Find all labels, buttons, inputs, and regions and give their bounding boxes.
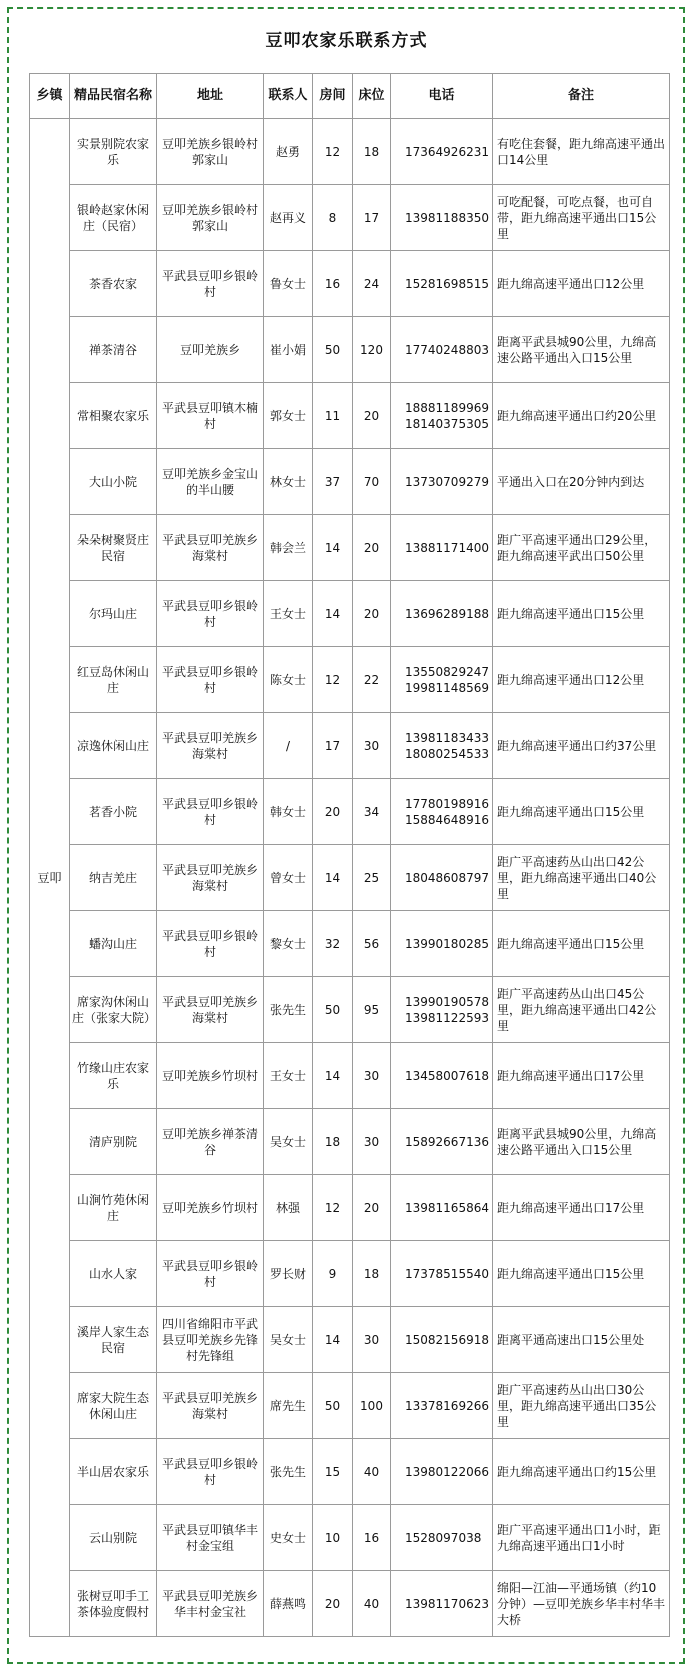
cell-phone: 15892667136	[391, 1109, 493, 1175]
table-row	[30, 317, 670, 383]
cell-address: 平武县豆叩乡银岭村	[157, 911, 264, 977]
cell-contact: 张先生	[264, 1439, 313, 1505]
cell-name: 张树豆叩手工茶体验度假村	[70, 1571, 157, 1637]
cell-rooms: 20	[313, 779, 353, 845]
table-row	[30, 1109, 670, 1175]
cell-phone: 15082156918	[391, 1307, 493, 1373]
cell-address: 平武县豆叩乡银岭村	[157, 779, 264, 845]
cell-contact: 林女士	[264, 449, 313, 515]
cell-phone: 17740248803	[391, 317, 493, 383]
cell-contact: 崔小娟	[264, 317, 313, 383]
table-row	[30, 251, 670, 317]
table-row	[30, 1307, 670, 1373]
header-beds: 床位	[353, 74, 391, 119]
cell-note: 距九绵高速平通出口约15公里	[493, 1439, 670, 1505]
cell-beds: 20	[353, 1175, 391, 1241]
cell-beds: 30	[353, 1043, 391, 1109]
cell-contact: 陈女士	[264, 647, 313, 713]
cell-note: 距九绵高速平通出口15公里	[493, 911, 670, 977]
cell-address: 平武县豆叩羌族乡华丰村金宝社	[157, 1571, 264, 1637]
cell-note: 平通出入口在20分钟内到达	[493, 449, 670, 515]
cell-beds: 30	[353, 1109, 391, 1175]
header-note: 备注	[493, 74, 670, 119]
cell-address: 平武县豆叩羌族乡海棠村	[157, 1373, 264, 1439]
cell-beds: 70	[353, 449, 391, 515]
cell-address: 豆叩羌族乡禅茶清谷	[157, 1109, 264, 1175]
cell-phone: 17378515540	[391, 1241, 493, 1307]
header-row	[30, 74, 670, 119]
cell-phone: 13730709279	[391, 449, 493, 515]
cell-name: 尔玛山庄	[70, 581, 157, 647]
table-row	[30, 1505, 670, 1571]
cell-note: 距广平高速药丛山出口45公里，距九绵高速平通出口42公里	[493, 977, 670, 1043]
cell-contact: 赵再义	[264, 185, 313, 251]
cell-name: 席家大院生态休闲山庄	[70, 1373, 157, 1439]
cell-note: 有吃住套餐，距九绵高速平通出口14公里	[493, 119, 670, 185]
cell-address: 豆叩羌族乡金宝山的半山腰	[157, 449, 264, 515]
table-row	[30, 449, 670, 515]
cell-contact: 曾女士	[264, 845, 313, 911]
cell-note: 距离平通高速出口15公里处	[493, 1307, 670, 1373]
cell-name: 竹缘山庄农家乐	[70, 1043, 157, 1109]
table-row	[30, 1175, 670, 1241]
cell-contact: 席先生	[264, 1373, 313, 1439]
cell-name: 凉逸休闲山庄	[70, 713, 157, 779]
cell-address: 豆叩羌族乡竹坝村	[157, 1175, 264, 1241]
cell-phone: 18881189969 18140375305	[391, 383, 493, 449]
cell-name: 常相聚农家乐	[70, 383, 157, 449]
cell-name: 云山别院	[70, 1505, 157, 1571]
cell-name: 清庐别院	[70, 1109, 157, 1175]
cell-beds: 22	[353, 647, 391, 713]
cell-note: 可吃配餐，可吃点餐，也可自带，距九绵高速平通出口15公里	[493, 185, 670, 251]
cell-rooms: 14	[313, 1307, 353, 1373]
cell-rooms: 18	[313, 1109, 353, 1175]
cell-rooms: 14	[313, 1043, 353, 1109]
cell-phone: 13990190578 13981122593	[391, 977, 493, 1043]
cell-beds: 24	[353, 251, 391, 317]
cell-note: 距广平高速药丛山出口42公里，距九绵高速平通出口40公里	[493, 845, 670, 911]
table-row	[30, 1439, 670, 1505]
cell-contact: 张先生	[264, 977, 313, 1043]
cell-contact: 鲁女士	[264, 251, 313, 317]
cell-address: 平武县豆叩乡银岭村	[157, 647, 264, 713]
cell-note: 距广平高速药丛山出口30公里，距九绵高速平通出口35公里	[493, 1373, 670, 1439]
cell-note: 距九绵高速平通出口17公里	[493, 1043, 670, 1109]
cell-name: 山水人家	[70, 1241, 157, 1307]
header-rooms: 房间	[313, 74, 353, 119]
cell-name: 蟠沟山庄	[70, 911, 157, 977]
cell-beds: 34	[353, 779, 391, 845]
cell-name: 朵朵树聚贤庄民宿	[70, 515, 157, 581]
cell-name: 山涧竹苑休闲庄	[70, 1175, 157, 1241]
table-row	[30, 977, 670, 1043]
table-row	[30, 119, 670, 185]
cell-address: 平武县豆叩羌族乡海棠村	[157, 713, 264, 779]
cell-beds: 30	[353, 713, 391, 779]
cell-address: 平武县豆叩镇华丰村金宝组	[157, 1505, 264, 1571]
cell-rooms: 9	[313, 1241, 353, 1307]
cell-phone: 13981188350	[391, 185, 493, 251]
cell-note: 距九绵高速平通出口约37公里	[493, 713, 670, 779]
table-row	[30, 1571, 670, 1637]
cell-name: 实景别院农家乐	[70, 119, 157, 185]
header-phone: 电话	[391, 74, 493, 119]
cell-address: 平武县豆叩羌族乡海棠村	[157, 845, 264, 911]
cell-note: 距九绵高速平通出口12公里	[493, 251, 670, 317]
cell-rooms: 12	[313, 119, 353, 185]
cell-name: 禅茶清谷	[70, 317, 157, 383]
cell-beds: 40	[353, 1571, 391, 1637]
cell-name: 茗香小院	[70, 779, 157, 845]
cell-phone: 13550829247 19981148569	[391, 647, 493, 713]
table-row	[30, 1373, 670, 1439]
cell-beds: 17	[353, 185, 391, 251]
cell-phone: 13696289188	[391, 581, 493, 647]
table-row	[30, 845, 670, 911]
cell-note: 距离平武县城90公里，九绵高速公路平通出入口15公里	[493, 1109, 670, 1175]
cell-rooms: 16	[313, 251, 353, 317]
cell-beds: 20	[353, 581, 391, 647]
cell-address: 平武县豆叩乡银岭村	[157, 581, 264, 647]
page-title: 豆叩农家乐联系方式	[265, 31, 428, 51]
cell-address: 豆叩羌族乡竹坝村	[157, 1043, 264, 1109]
cell-name: 纳吉羌庄	[70, 845, 157, 911]
cell-beds: 120	[353, 317, 391, 383]
table-row	[30, 383, 670, 449]
cell-beds: 25	[353, 845, 391, 911]
cell-name: 茶香农家	[70, 251, 157, 317]
cell-rooms: 14	[313, 515, 353, 581]
cell-address: 四川省绵阳市平武县豆叩羌族乡先锋村先锋组	[157, 1307, 264, 1373]
cell-note: 距九绵高速平通出口12公里	[493, 647, 670, 713]
cell-phone: 13981165864	[391, 1175, 493, 1241]
table-body	[30, 119, 670, 1637]
table-row	[30, 647, 670, 713]
header-name: 精品民宿名称	[70, 74, 157, 119]
cell-phone: 15281698515	[391, 251, 493, 317]
cell-rooms: 12	[313, 647, 353, 713]
cell-note: 距离平武县城90公里，九绵高速公路平通出入口15公里	[493, 317, 670, 383]
cell-rooms: 50	[313, 1373, 353, 1439]
cell-rooms: 14	[313, 845, 353, 911]
cell-rooms: 20	[313, 1571, 353, 1637]
cell-beds: 20	[353, 383, 391, 449]
cell-address: 豆叩羌族乡	[157, 317, 264, 383]
cell-rooms: 12	[313, 1175, 353, 1241]
cell-note: 距广平高速平通出口1小时，距九绵高速平通出口1小时	[493, 1505, 670, 1571]
cell-contact: 赵勇	[264, 119, 313, 185]
cell-address: 平武县豆叩镇木楠村	[157, 383, 264, 449]
cell-rooms: 37	[313, 449, 353, 515]
cell-address: 平武县豆叩羌族乡海棠村	[157, 977, 264, 1043]
table-row	[30, 1241, 670, 1307]
cell-contact: 史女士	[264, 1505, 313, 1571]
table-row	[30, 185, 670, 251]
cell-phone: 13980122066	[391, 1439, 493, 1505]
cell-phone: 13990180285	[391, 911, 493, 977]
cell-name: 红豆岛休闲山庄	[70, 647, 157, 713]
cell-address: 平武县豆叩乡银岭村	[157, 251, 264, 317]
header-contact: 联系人	[264, 74, 313, 119]
cell-rooms: 50	[313, 977, 353, 1043]
cell-contact: 黎女士	[264, 911, 313, 977]
cell-contact: 吴女士	[264, 1307, 313, 1373]
cell-phone: 17780198916 15884648916	[391, 779, 493, 845]
cell-beds: 18	[353, 1241, 391, 1307]
cell-name: 银岭赵家休闲庄（民宿）	[70, 185, 157, 251]
cell-note: 绵阳—江油—平通场镇（约10分钟）—豆叩羌族乡华丰村华丰大桥	[493, 1571, 670, 1637]
table-row	[30, 581, 670, 647]
cell-address: 平武县豆叩乡银岭村	[157, 1439, 264, 1505]
cell-beds: 30	[353, 1307, 391, 1373]
cell-phone: 13881171400	[391, 515, 493, 581]
cell-note: 距九绵高速平通出口约20公里	[493, 383, 670, 449]
cell-contact: 林强	[264, 1175, 313, 1241]
cell-contact: 王女士	[264, 581, 313, 647]
cell-name: 席家沟休闲山庄（张家大院）	[70, 977, 157, 1043]
cell-beds: 100	[353, 1373, 391, 1439]
cell-contact: 王女士	[264, 1043, 313, 1109]
cell-beds: 18	[353, 119, 391, 185]
cell-beds: 16	[353, 1505, 391, 1571]
cell-contact: 郭女士	[264, 383, 313, 449]
cell-note: 距广平高速平通出口29公里，距九绵高速平武出口50公里	[493, 515, 670, 581]
cell-phone: 1528097038	[391, 1505, 493, 1571]
cell-beds: 40	[353, 1439, 391, 1505]
cell-rooms: 17	[313, 713, 353, 779]
table-row	[30, 1043, 670, 1109]
table-row	[30, 713, 670, 779]
cell-name: 大山小院	[70, 449, 157, 515]
cell-contact: 韩女士	[264, 779, 313, 845]
cell-contact: /	[264, 713, 313, 779]
cell-name: 半山居农家乐	[70, 1439, 157, 1505]
table-row	[30, 911, 670, 977]
cell-note: 距九绵高速平通出口15公里	[493, 1241, 670, 1307]
cell-beds: 56	[353, 911, 391, 977]
cell-contact: 薛燕鸣	[264, 1571, 313, 1637]
cell-contact: 韩会兰	[264, 515, 313, 581]
header-town: 乡镇	[30, 74, 70, 119]
cell-address: 豆叩羌族乡银岭村郭家山	[157, 185, 264, 251]
cell-phone: 13981170623	[391, 1571, 493, 1637]
cell-rooms: 11	[313, 383, 353, 449]
cell-phone: 13378169266	[391, 1373, 493, 1439]
cell-phone: 13458007618	[391, 1043, 493, 1109]
cell-name: 溪岸人家生态民宿	[70, 1307, 157, 1373]
cell-phone: 17364926231	[391, 119, 493, 185]
cell-address: 平武县豆叩羌族乡海棠村	[157, 515, 264, 581]
cell-phone: 18048608797	[391, 845, 493, 911]
cell-contact: 罗长财	[264, 1241, 313, 1307]
cell-beds: 20	[353, 515, 391, 581]
cell-beds: 95	[353, 977, 391, 1043]
cell-rooms: 10	[313, 1505, 353, 1571]
cell-rooms: 32	[313, 911, 353, 977]
cell-note: 距九绵高速平通出口17公里	[493, 1175, 670, 1241]
cell-note: 距九绵高速平通出口15公里	[493, 779, 670, 845]
cell-phone: 13981183433 18080254533	[391, 713, 493, 779]
cell-note: 距九绵高速平通出口15公里	[493, 581, 670, 647]
contact-table	[29, 73, 670, 1637]
header-address: 地址	[157, 74, 264, 119]
table-row	[30, 779, 670, 845]
cell-rooms: 50	[313, 317, 353, 383]
cell-address: 豆叩羌族乡银岭村郭家山	[157, 119, 264, 185]
cell-contact: 吴女士	[264, 1109, 313, 1175]
table-row	[30, 515, 670, 581]
cell-address: 平武县豆叩乡银岭村	[157, 1241, 264, 1307]
cell-town: 豆叩	[30, 119, 70, 1637]
cell-rooms: 14	[313, 581, 353, 647]
cell-rooms: 15	[313, 1439, 353, 1505]
cell-rooms: 8	[313, 185, 353, 251]
